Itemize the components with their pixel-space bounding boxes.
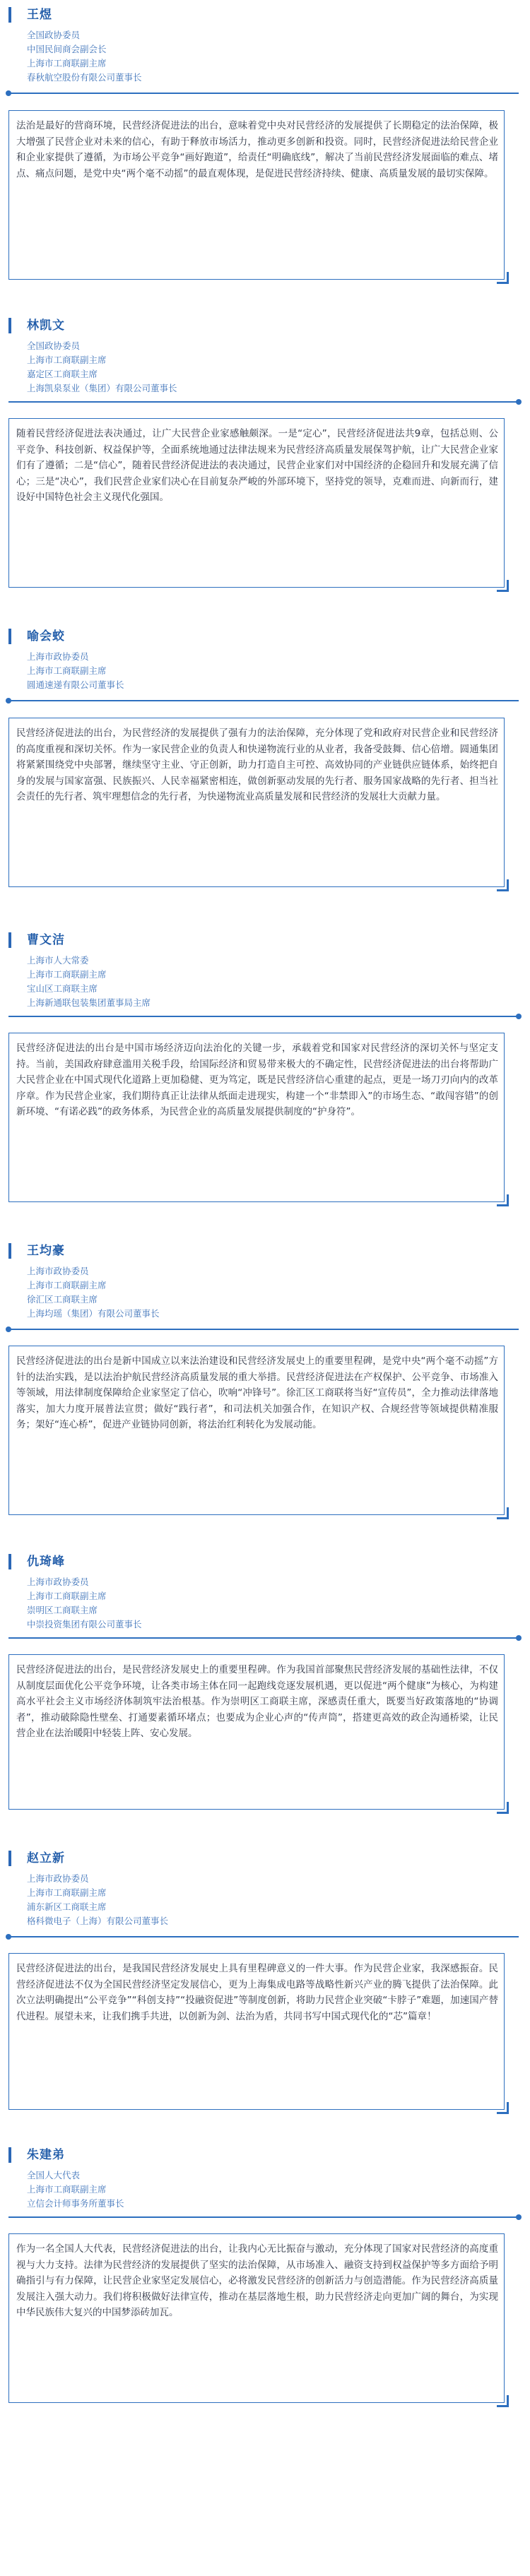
roles-list (27, 28, 142, 85)
role-item: 宝山区工商联主席 (27, 983, 98, 994)
divider-dot (516, 2214, 522, 2220)
role-item: 上海新通联包装集团董事局主席 (27, 997, 151, 1008)
role-item: 崇明区工商联主席 (27, 1605, 98, 1615)
role-item: 圆通速递有限公司董事长 (27, 679, 124, 690)
role-item: 上海市人大常委 (27, 955, 89, 966)
role-item: 上海市政协委员 (27, 1873, 89, 1884)
profile-card (0, 2140, 530, 2564)
profile-card (0, 1844, 530, 2126)
person-name: 曹文洁 (27, 933, 65, 947)
role-item: 全国人大代表 (27, 2170, 81, 2180)
statement-box: 民营经济促进法的出台，是民营经济发展史上的重要里程碑。作为我国首部聚焦民营经济发展的基础性法律，不仅从制度层面优化公平竞争环境，让各类市场主体在同一起跑线竞逐发展机遇，更以促进“两个健康”为核心，为构建高水平社会主义市场经济体制筑牢法治根基。作为崇明区工商联主席，深感责任重大，既要当好政策落地的“协调者”，推动破除隐性壁垒、打通要素循环堵点；也要成为企业心声的“传声筒”，搭建更高效的政企沟通桥梁，让民营企业在法治暖阳中轻装上阵、安心发展。 (8, 1654, 505, 1810)
person-name: 林凯文 (27, 319, 65, 333)
role-item: 上海市工商联副主席 (27, 355, 107, 365)
accent-bar (8, 1243, 11, 1259)
role-item: 上海市工商联副主席 (27, 58, 107, 69)
divider-line (8, 1936, 519, 1937)
roles-list (27, 954, 151, 1010)
divider-line (8, 93, 519, 94)
role-item: 春秋航空股份有限公司董事长 (27, 72, 142, 83)
role-item: 上海市工商联副主席 (27, 969, 107, 980)
statement-box: 作为一名全国人大代表，民营经济促进法的出台，让我内心无比振奋与激动，充分体现了国家对民营经济的高度重视与大力支持。法律为民营经济的发展提供了坚实的法治保障，从市场准入、融资支持到权益保护等多方面给予明确指引与有力保障，让民营企业家坚定发展信心，必将激发民营经济的创新活力与创造潜能。作为民营经济高质量发展注入强大动力。我们将积极做好法律宣传，推动在基层落地生根，助力民营经济走向更加广阔的舞台，为实现中华民族伟大复兴的中国梦添砖加瓦。 (8, 2233, 505, 2403)
divider-line (8, 1329, 519, 1330)
profile-card (0, 0, 530, 290)
role-item: 上海市政协委员 (27, 651, 89, 662)
role-item: 嘉定区工商联主席 (27, 369, 98, 379)
person-name: 喻会蛟 (27, 629, 65, 643)
divider-line (8, 1637, 519, 1639)
role-item: 格科微电子（上海）有限公司董事长 (27, 1916, 169, 1926)
role-item: 上海凯泉泵业（集团）有限公司董事长 (27, 383, 177, 393)
role-item: 中崇投资集团有限公司董事长 (27, 1619, 142, 1630)
divider-dot (516, 1014, 522, 1019)
roles-list (27, 650, 124, 692)
role-item: 上海市政协委员 (27, 1577, 89, 1587)
divider-line (8, 700, 519, 701)
roles-list (27, 1575, 142, 1632)
roles-list (27, 2168, 124, 2211)
role-item: 浦东新区工商联主席 (27, 1901, 107, 1912)
accent-bar (8, 1851, 11, 1866)
statement-box: 民营经济促进法的出台，为民营经济的发展提供了强有力的法治保障，充分体现了党和政府对民营企业和民营经济的高度重视和深切关怀。作为一家民营企业的负责人和快递物流行业的从业者，我备受鼓舞、信心倍增。圆通集团将紧紧围绕党中央部署，继续坚守主业、守正创新，助力打造自主可控、高效协同的产业链供应链体系，始终把自身的发展与国家富强、民族振兴、人民幸福紧密相连，做创新驱动发展的先行者、服务国家战略的先行者、担当社会责任的先行者、筑牢理想信念的先行者，为快递物流业高质量发展和民营经济的发展壮大贡献力量。 (8, 718, 505, 887)
profile-card (0, 622, 530, 904)
roles-list (27, 1264, 160, 1321)
role-item: 全国政协委员 (27, 340, 81, 351)
role-item: 上海市工商联副主席 (27, 2184, 107, 2195)
role-item: 上海均瑶（集团）有限公司董事长 (27, 1308, 160, 1319)
role-item: 全国政协委员 (27, 30, 81, 40)
accent-bar (8, 318, 11, 333)
roles-list (27, 1872, 168, 1928)
statement-box: 民营经济促进法的出台是中国市场经济迈向法治化的关键一步，承载着党和国家对民营经济的深切关怀与坚定支持。当前，美国政府肆意滥用关税手段，给国际经济和贸易带来极大的不确定性，民营经济促进法的出台将帮助广大民营企业在中国式现代化道路上更加稳健、更为笃定，既是民营经济信心重建的起点，更是一场刀刃向内的改革序章。作为民营企业家，我们期待真正让法律从纸面走进现实，构建一个“非禁即入”的市场生态、“敢闯容错”的创新环境、“有诺必践”的政务体系，为民营企业的高质量发展提供制度的“护身符”。 (8, 1033, 505, 1202)
statement-box: 民营经济促进法的出台是新中国成立以来法治建设和民营经济发展史上的重要里程碑，是党中央“两个毫不动摇”方针的法治实践，是以法治护航民营经济高质量发展的重大举措。民营经济促进法在产权保护、公平竞争、市场准入等领域，用法律制度保障给企业家坚定了信心，吹响“冲锋号”。徐汇区工商联将当好“宣传员”，全力推动法律落地落实，加大力度开展普法宣贯；做好“践行者”，和司法机关加强合作，在知识产权、合规经营等领域提供精准服务；架好“连心桥”，促进产业链协同创新，将法治红利转化为发展动能。 (8, 1346, 505, 1515)
role-item: 上海市政协委员 (27, 1266, 89, 1276)
person-name: 赵立新 (27, 1851, 65, 1865)
person-name: 仇琦峰 (27, 1555, 65, 1569)
divider-dot (516, 399, 522, 405)
profile-card (0, 311, 530, 600)
accent-bar (8, 7, 11, 23)
person-name: 王煜 (27, 8, 52, 22)
profile-card (0, 1236, 530, 1526)
statement-box: 民营经济促进法的出台，是我国民营经济发展史上具有里程碑意义的一件大事。作为民营企业家，我深感振奋。民营经济促进法不仅为全国民营经济坚定发展信心，更为上海集成电路等战略性新兴产业的腾飞提供了法治保障。此次立法明确提出“公平竞争”“科创支持”“投融资促进”等制度创新，将助力民营企业突破“卡脖子”难题，加速国产替代进程。展望未来，让我们携手共进，以创新为剑、法治为盾，共同书写中国式现代化的“芯”篇章！ (8, 1953, 505, 2110)
role-item: 徐汇区工商联主席 (27, 1294, 98, 1305)
divider-dot (516, 1635, 522, 1641)
roles-list (27, 339, 177, 396)
person-name: 王均豪 (27, 1244, 65, 1258)
profile-card (0, 925, 530, 1215)
profile-card (0, 1547, 530, 1829)
role-item: 立信会计师事务所董事长 (27, 2198, 124, 2209)
accent-bar (8, 2147, 11, 2163)
role-item: 上海市工商联副主席 (27, 665, 107, 676)
role-item: 上海市工商联副主席 (27, 1591, 107, 1601)
role-item: 上海市工商联副主席 (27, 1887, 107, 1898)
divider-line (8, 1016, 519, 1017)
accent-bar (8, 932, 11, 948)
person-name: 朱建弟 (27, 2148, 65, 2162)
role-item: 中国民间商会副会长 (27, 44, 107, 54)
divider-line (8, 401, 519, 403)
role-item: 上海市工商联副主席 (27, 1280, 107, 1290)
statement-box: 法治是最好的营商环境，民营经济促进法的出台，意味着党中央对民营经济的发展提供了长期稳定的法治保障，极大增强了民营企业对未来的信心，有助于释放市场活力，推动更多创新和投资。同时，民营经济促进法给民营企业和企业家提供了遵循，为市场公平竞争“画好跑道”，给责任“明确底线”，解决了当前民营经济发展面临的难点、堵点、痛点问题，是党中央“两个毫不动摇”的最直观体现，是促进民营经济持续、健康、高质量发展的最切实保障。 (8, 110, 505, 280)
accent-bar (8, 1554, 11, 1569)
divider-line (8, 2216, 519, 2218)
accent-bar (8, 629, 11, 644)
statement-box: 随着民营经济促进法表决通过，让广大民营企业家感触颇深。一是“定心”，民营经济促进法共9章，包括总则、公平竞争、科技创新、权益保护等，全面系统地通过法律法规来为民营经济高质量发展保驾护航，让广大民营企业家们有了遵循；二是“信心”，随着民营经济促进法的表决通过，民营企业家们对中国经济的企稳回升和发展充满了信心；三是“决心”，我们民营企业家们决心在目前复杂严峻的外部环境下，坚持党的领导，克难而进、向新而行，建设好中国特色社会主义现代化强国。 (8, 418, 505, 588)
